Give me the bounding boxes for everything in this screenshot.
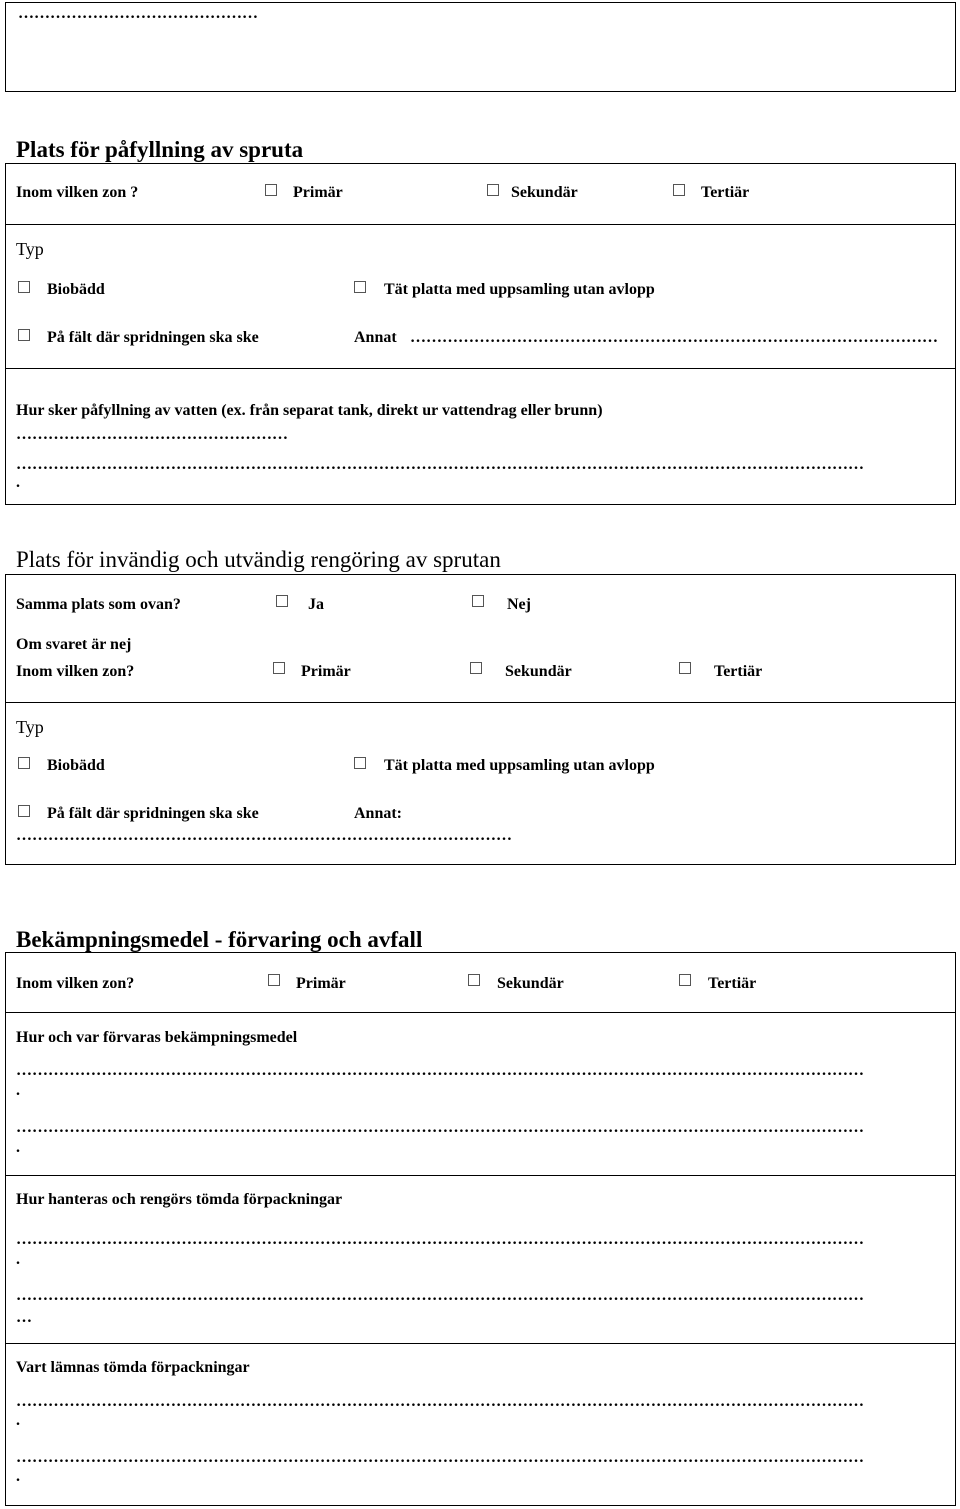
section1-heading: Plats för påfyllning av spruta xyxy=(16,137,304,162)
section3-storage-dots-1: …………………………………………………………………………………………………………………………………………… xyxy=(16,1063,864,1079)
section3-zone-tertiar-checkbox[interactable] xyxy=(679,974,691,986)
section2-zone-tertiar-checkbox[interactable] xyxy=(679,662,691,674)
section2-divider xyxy=(5,702,956,703)
section2-heading: Plats för invändig och utvändig rengöring av sprutan xyxy=(16,547,501,572)
section3-zone-primar-checkbox[interactable] xyxy=(268,974,280,986)
section2-ja-label: Ja xyxy=(308,596,324,613)
section2-type-tat-platta-checkbox[interactable] xyxy=(354,757,366,769)
section3-zone-tertiar-label: Tertiär xyxy=(708,975,757,992)
section2-zone-tertiar-label: Tertiär xyxy=(714,663,763,680)
section1-type-falt-label: På fält där spridningen ska ske xyxy=(47,329,259,346)
section1-type-label: Typ xyxy=(16,239,44,259)
section1-zone-primar-label: Primär xyxy=(293,184,343,201)
section3-zone-sekundar-checkbox[interactable] xyxy=(468,974,480,986)
section2-type-falt-checkbox[interactable] xyxy=(18,805,30,817)
section1-zone-tertiar-checkbox[interactable] xyxy=(673,184,685,196)
section2-type-falt-label: På fält där spridningen ska ske xyxy=(47,805,259,822)
section2-same-question: Samma plats som ovan? xyxy=(16,596,181,613)
section3-zone-question: Inom vilken zon? xyxy=(16,975,135,992)
section2-ja-checkbox[interactable] xyxy=(276,595,288,607)
section2-type-biobadd-label: Biobädd xyxy=(47,757,105,774)
section3-empty-question: Hur hanteras och rengörs tömda förpackningar xyxy=(16,1191,343,1208)
section1-zone-sekundar-checkbox[interactable] xyxy=(487,184,499,196)
section1-water-dots-2: …………………………………………………………………………………………………………………………………………… xyxy=(16,457,864,473)
section1-water-dots-3: . xyxy=(16,475,20,491)
section3-storage-dots-2: . xyxy=(16,1083,20,1099)
section2-zone-sekundar-checkbox[interactable] xyxy=(470,662,482,674)
section1-type-tat-platta-label: Tät platta med uppsamling utan avlopp xyxy=(384,281,655,298)
section2-zone-primar-label: Primär xyxy=(301,663,351,680)
section2-if-no: Om svaret är nej xyxy=(16,636,132,653)
section1-type-annat-label: Annat xyxy=(354,329,397,346)
section2-type-annat-label: Annat: xyxy=(354,805,403,822)
section1-type-biobadd-checkbox[interactable] xyxy=(18,281,30,293)
section2-type-tat-platta-label: Tät platta med uppsamling utan avlopp xyxy=(384,757,655,774)
section1-zone-primar-checkbox[interactable] xyxy=(265,184,277,196)
section3-where-question: Vart lämnas tömda förpackningar xyxy=(16,1359,250,1376)
section3-where-dots-4: . xyxy=(16,1469,20,1485)
section1-zone-sekundar-label: Sekundär xyxy=(511,184,578,201)
section2-type-biobadd-checkbox[interactable] xyxy=(18,757,30,769)
section3-where-dots-3: …………………………………………………………………………………………………………………………………………… xyxy=(16,1450,864,1466)
section1-type-falt-checkbox[interactable] xyxy=(18,329,30,341)
section1-divider-2 xyxy=(5,368,956,369)
section1-divider-1 xyxy=(5,224,956,225)
section3-empty-dots-2: . xyxy=(16,1252,20,1268)
section1-zone-tertiar-label: Tertiär xyxy=(701,184,750,201)
section1-water-question: Hur sker påfyllning av vatten (ex. från separat tank, direkt ur vattendrag eller brunn) xyxy=(16,402,603,419)
section2-zone-question: Inom vilken zon? xyxy=(16,663,135,680)
section3-where-dots-2: . xyxy=(16,1413,20,1429)
section3-where-dots-1: …………………………………………………………………………………………………………………………………………… xyxy=(16,1394,864,1410)
section2-zone-primar-checkbox[interactable] xyxy=(273,662,285,674)
section1-annat-dots: ……………………………………………………………………………………… xyxy=(410,330,938,346)
section2-nej-label: Nej xyxy=(507,596,531,613)
section2-annat-dots: ………………………………………………………………………………… xyxy=(16,828,512,844)
section3-storage-dots-4: . xyxy=(16,1140,20,1156)
section3-empty-dots-4: … xyxy=(16,1310,32,1326)
section3-divider-3 xyxy=(5,1343,956,1344)
section3-empty-dots-1: …………………………………………………………………………………………………………………………………………… xyxy=(16,1232,864,1248)
section3-storage-dots-3: …………………………………………………………………………………………………………………………………………… xyxy=(16,1120,864,1136)
section3-divider-2 xyxy=(5,1175,956,1176)
section3-zone-primar-label: Primär xyxy=(296,975,346,992)
section3-heading: Bekämpningsmedel - förvaring och avfall xyxy=(16,927,423,952)
section2-type-label: Typ xyxy=(16,717,44,737)
section1-type-biobadd-label: Biobädd xyxy=(47,281,105,298)
section1-water-dots-1: …………………………………………… xyxy=(16,427,288,443)
section3-zone-sekundar-label: Sekundär xyxy=(497,975,564,992)
section3-divider-1 xyxy=(5,1012,956,1013)
section1-zone-question: Inom vilken zon ? xyxy=(16,184,139,201)
section1-type-tat-platta-checkbox[interactable] xyxy=(354,281,366,293)
section2-nej-checkbox[interactable] xyxy=(472,595,484,607)
section3-storage-question: Hur och var förvaras bekämpningsmedel xyxy=(16,1029,298,1046)
top-box-dots: ……………………………………… xyxy=(18,6,258,22)
section2-zone-sekundar-label: Sekundär xyxy=(505,663,572,680)
section3-empty-dots-3: …………………………………………………………………………………………………………………………………………… xyxy=(16,1288,864,1304)
